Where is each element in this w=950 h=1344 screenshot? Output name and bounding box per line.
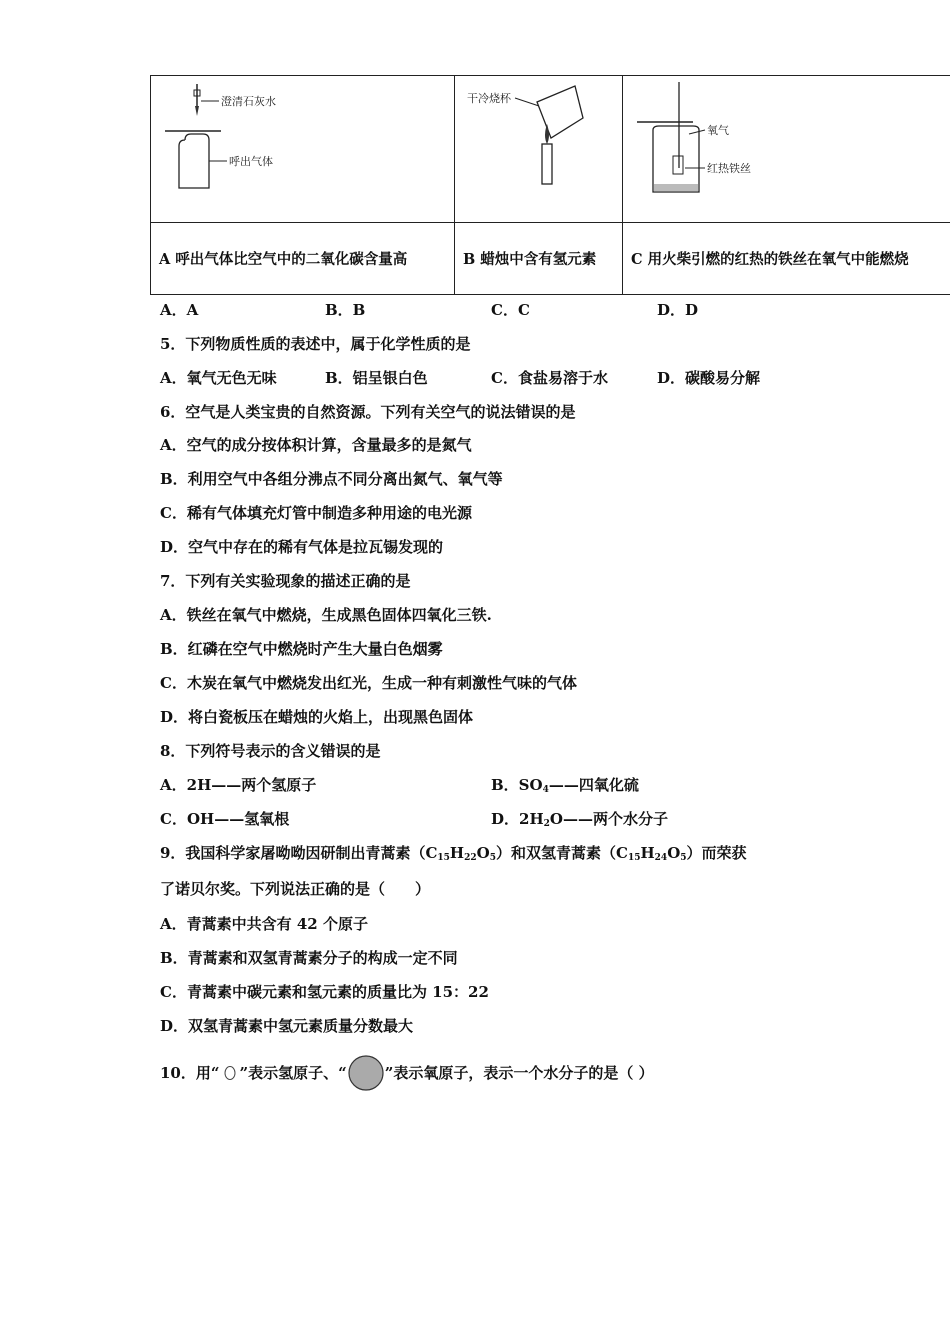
q5-option-a: A．氧气无色无味 [160,369,277,387]
q6-stem: 6．空气是人类宝贵的自然资源。下列有关空气的说法错误的是 [160,403,576,421]
diagram-cell-b [455,76,623,223]
label-red-hot-iron-wire: 红热铁丝 [707,162,751,175]
q9-text: H [449,844,465,862]
q6-option-a: A．空气的成分按体积计算，含量最多的是氮气 [160,436,472,454]
q9-option-b: B．青蒿素和双氢青蒿素分子的构成一定不同 [160,949,458,967]
q9-text: O [667,844,681,862]
q10-text: ”表示氢原子、“ [239,1064,347,1082]
diagram-cell-c [623,76,950,223]
label-exhaled-gas: 呼出气体 [229,155,273,168]
q8-d-subscript: 2 [543,819,550,829]
q8-c-symbol: C．OH [160,810,215,828]
q9-text: O [476,844,490,862]
caption-c: C 用火柴引燃的红热的铁丝在氧气中能燃烧 [623,223,950,295]
q8-stem: 8．下列符号表示的含义错误的是 [160,742,381,760]
caption-b: B 蜡烛中含有氢元素 [455,223,623,295]
q10-text: ”表示氧原子，表示一个水分子的是（ ） [384,1064,654,1082]
q9-stem-line1 [160,842,747,863]
q5-option-c: C．食盐易溶于水 [491,369,608,387]
q9-text: H [640,844,655,862]
q9-text: ）和双氢青蒿素（C [495,844,628,862]
q8-d-symbol-tail: O [549,810,563,828]
q5-stem: 5．下列物质性质的表述中，属于化学性质的是 [160,335,471,353]
q9-sub: 24 [654,853,668,863]
q8-option-a [160,774,316,795]
q7-stem: 7．下列有关实验现象的描述正确的是 [160,572,411,590]
q8-b-symbol: B．SO [491,776,543,794]
q9-option-a: A．青蒿素中共含有 42 个原子 [160,915,368,933]
q7-option-c: C．木炭在氧气中燃烧发出红光，生成一种有刺激性气味的气体 [160,674,577,692]
q9-sub: 15 [627,853,641,863]
q5-option-d: D．碳酸易分解 [657,369,761,387]
q8-option-d [491,808,668,829]
q4-option-d: D．D [657,301,699,319]
hydrogen-atom-icon [222,1064,238,1082]
q7-option-a: A．铁丝在氧气中燃烧，生成黑色固体四氧化三铁. [160,606,492,624]
q9-sub: 15 [437,853,450,863]
q9-text: ）而荣获 [686,844,747,862]
iron-wire-oxygen-diagram [623,76,950,222]
q9-option-c: C．青蒿素中碳元素和氢元素的质量比为 15：22 [160,983,489,1001]
diagram-cell-a [151,76,455,223]
q7-option-d: D．将白瓷板压在蜡烛的火焰上，出现黑色固体 [160,708,474,726]
q7-option-b: B．红磷在空气中燃烧时产生大量白色烟雾 [160,640,443,658]
q8-b-subscript: 4 [542,785,549,795]
q5-option-b: B．铝呈银白色 [325,369,428,387]
label-oxygen: 氧气 [707,124,729,137]
experiment-table [150,75,950,295]
q4-option-a: A．A [160,301,199,319]
q6-option-d: D．空气中存在的稀有气体是拉瓦锡发现的 [160,538,444,556]
q8-a-symbol: A．2H [160,776,212,794]
q4-option-b: B．B [325,301,366,319]
q4-option-c: C．C [491,301,530,319]
q6-option-b: B．利用空气中各组分沸点不同分离出氮气、氧气等 [160,470,503,488]
q9-option-d: D．双氢青蒿素中氢元素质量分数最大 [160,1017,414,1035]
q8-c-desc: ——氢氧根 [214,810,290,828]
label-cold-beaker: 干冷烧杯 [467,92,511,105]
q8-d-symbol: D．2H [491,810,544,828]
oxygen-atom-icon [347,1054,385,1092]
q8-d-desc: ——两个水分子 [562,810,668,828]
q10-stem [160,1062,654,1083]
q9-sub: 22 [464,853,477,863]
q8-b-desc: ——四氧化硫 [548,776,639,794]
caption-a: A 呼出气体比空气中的二氧化碳含量高 [151,223,455,295]
q9-text: 9．我国科学家屠呦呦因研制出青蒿素（C [160,844,438,862]
q10-text: 10．用“ [160,1064,220,1082]
label-limewater: 澄清石灰水 [221,95,276,108]
limewater-apparatus-diagram [151,76,455,222]
q8-option-c [160,808,289,829]
q8-option-b [491,774,639,795]
q9-sub: 5 [489,853,496,863]
q9-sub: 5 [680,853,687,863]
q9-stem-line2: 了诺贝尔奖。下列说法正确的是（ ） [160,880,431,898]
q6-option-c: C．稀有气体填充灯管中制造多种用途的电光源 [160,504,472,522]
q8-a-desc: ——两个氢原子 [211,776,317,794]
cold-beaker-candle-diagram [455,76,623,222]
